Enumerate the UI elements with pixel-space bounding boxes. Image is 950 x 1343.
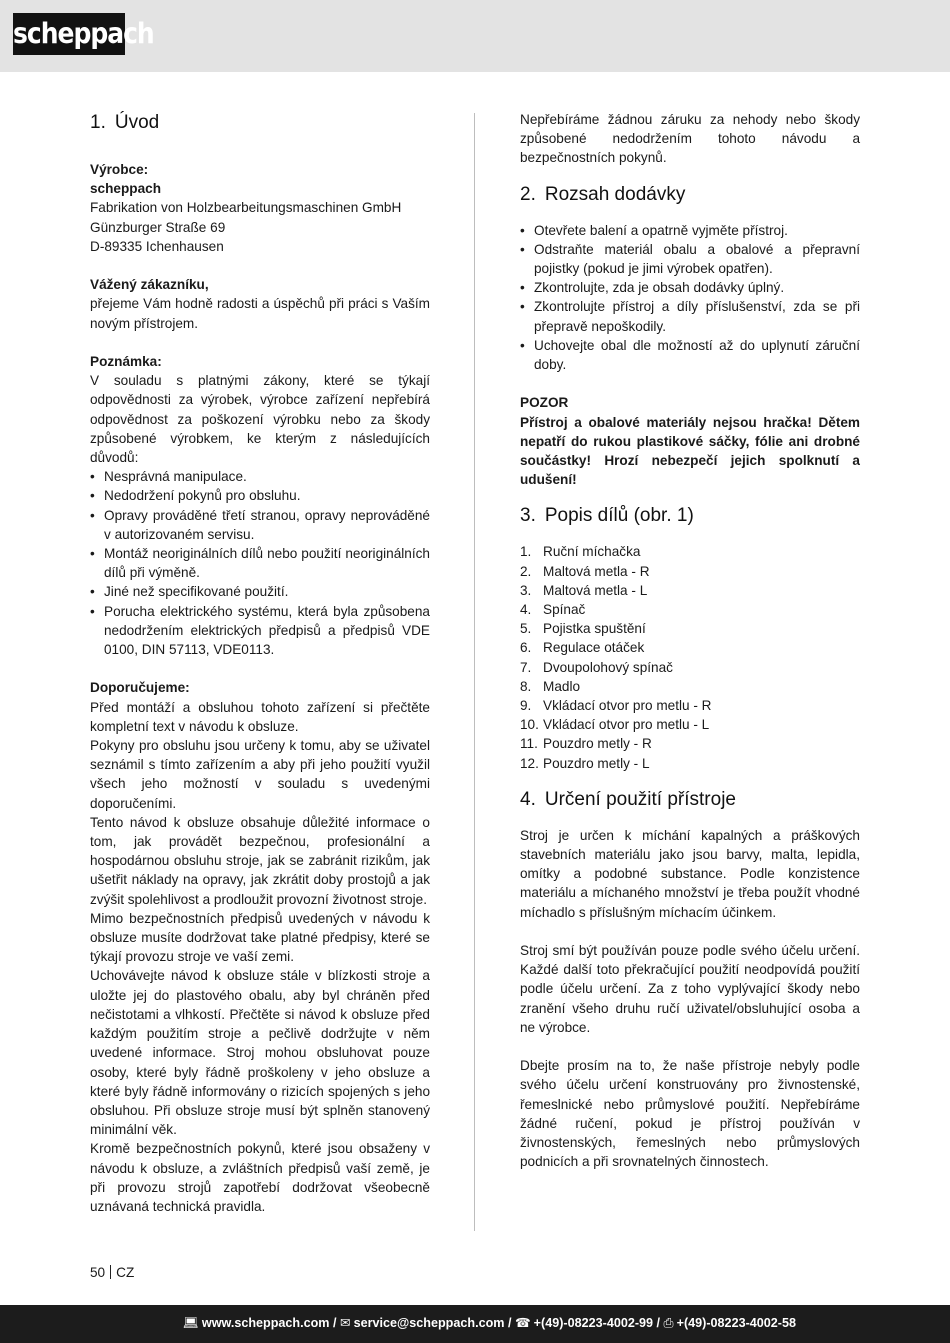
- email-link[interactable]: service@scheppach.com /: [353, 1316, 512, 1330]
- list-item: • Otevřete balení a opatrně vyjměte přístroj.: [520, 221, 860, 240]
- paragraph: Mimo bezpečnostních předpisů uvedených v návodu k obsluze musíte dodržovat take platné předpisy, které se týkají provozu stroje ve vaší zemi.: [90, 910, 430, 965]
- address-line: D-89335 Ichenhausen: [90, 238, 224, 254]
- phone-number: +(49)-08223-4002-99 /: [533, 1316, 661, 1330]
- scheppach-logo: scheppach: [13, 13, 125, 55]
- paragraph: Pokyny pro obsluhu jsou určeny k tomu, aby se uživatel seznámil s tímto zařízením a aby při jeho použití využil všech jeho možností v souladu s uvedenými doporučeními.: [90, 738, 430, 811]
- address-line: Günzburger Straße 69: [90, 219, 226, 235]
- warning-label: POZOR: [520, 395, 569, 411]
- manufacturer-label: Výrobce:: [90, 162, 149, 177]
- fax-icon: ⎙: [663, 1316, 674, 1330]
- list-item: • Nedodržení pokynů pro obsluhu.: [90, 486, 430, 505]
- note-list: [90, 467, 430, 659]
- paragraph: Stroj smí být používán pouze podle svého účelu určení. Každé další toto překračující použití neodpovídá použití podle účelu určení. Za z toho vyplývající škody nebo zranění všeho druhu ručí uživatel/obsluhující osoba a ne výrobce.: [520, 943, 860, 1035]
- list-item: • Jiné než specifikované použití.: [90, 582, 430, 601]
- greeting-label: Vážený zákazníku,: [90, 277, 209, 293]
- greeting-text: přejeme Vám hodně radosti a úspěchů při práci s Vaším novým přístrojem.: [90, 296, 430, 331]
- list-item: 6. Regulace otáček: [520, 640, 645, 656]
- paragraph: Stroj je určen k míchání kapalných a práškových stavebních materiálu jako jsou barvy, malta, lepidla, omítky a podobné substance. Podle konzistence materiálu a míchaného množství je třeba použít vhodné míchadlo s příslušným míchacím účinkem.: [520, 827, 860, 920]
- list-item: 10. Vkládací otvor pro metlu - L: [520, 717, 710, 733]
- paragraph: Před montáží a obsluhou tohoto zařízení si přečtěte kompletní text v návodu k obsluze.: [90, 699, 430, 734]
- left-column: [90, 110, 430, 1216]
- delivery-list: [520, 221, 860, 375]
- website-link[interactable]: www.scheppach.com /: [201, 1316, 337, 1330]
- note-text: V souladu s platnými zákony, které se týkají odpovědnosti za výrobek, výrobce zařízení nepřebírá odpovědnost za poškození výrobku nebo za škody způsobené výrobkem, ke kterým z následujících důvodů:: [90, 373, 430, 466]
- section-3-title: 3. Popis dílů (obr. 1): [520, 505, 694, 527]
- list-item: 2. Maltová metla - R: [520, 563, 650, 579]
- address-line: Fabrikation von Holzbearbeitungsmaschinen GmbH: [90, 200, 402, 216]
- list-item: 11. Pouzdro metly - R: [520, 736, 652, 752]
- footer-bar: [0, 1305, 950, 1343]
- section-4-title: 4. Určení použití přístroje: [520, 788, 736, 810]
- manufacturer-name: scheppach: [90, 181, 162, 197]
- paragraph: Uchovávejte návod k obsluze stále v blízkosti stroje a uložte jej do plastového obalu, aby byl chráněn před nečistotami a vlhkostí. Přečtěte si návod k obsluze před každým použitím stroje a pečlivě dodržujte v něm uvedené informace. Stroj mohou obsluhovat pouze osoby, které byly řádně proškoleny v jeho obsluze a které byly řádně informovány o rizicích spojených s jeho obsluhou. Při obsluze stroje musí být splněn stanovený minimální věk.: [90, 968, 430, 1138]
- paragraph: Nepřebíráme žádnou záruku za nehody nebo škody způsobené nedodržením tohoto návodu a bezpečnostních pokynů.: [520, 112, 860, 166]
- computer-icon: 💻︎: [182, 1316, 199, 1330]
- list-item: • Nesprávná manipulace.: [90, 467, 430, 486]
- paragraph: Tento návod k obsluze obsahuje důležité informace o tom, jak provádět bezpečnou, profesionální a hospodárnou obsluhu stroje, jak se zabránit rizikům, jak ušetřit náklady na opravy, jak zkrátit doby prostojů a jak zvýšit spolehlivost a prodloužit provozní životnost stroje.: [90, 814, 430, 907]
- section-1-title: 1. Úvod: [90, 112, 160, 133]
- section-2-title: 2. Rozsah dodávky: [520, 183, 686, 205]
- list-item: 12. Pouzdro metly - L: [520, 755, 650, 771]
- list-item: 4. Spínač: [520, 602, 586, 618]
- mail-icon: ✉︎: [340, 1316, 351, 1330]
- list-item: • Zkontrolujte přístroj a díly příslušenství, zda se při přepravě nepoškodily.: [520, 297, 860, 335]
- list-item: 1. Ruční míchačka: [520, 544, 641, 560]
- fax-number: +(49)-08223-4002-58: [676, 1316, 796, 1330]
- list-item: 5. Pojistka spuštění: [520, 621, 646, 637]
- phone-icon: ☎︎: [514, 1316, 531, 1330]
- list-item: • Zkontrolujte, zda je obsah dodávky úplný.: [520, 278, 860, 297]
- list-item: 7. Dvoupolohový spínač: [520, 659, 673, 675]
- right-column: [520, 110, 860, 1172]
- parts-list: [520, 542, 860, 772]
- list-item: 8. Madlo: [520, 678, 581, 694]
- list-item: • Montáž neoriginálních dílů nebo použití neoriginálních dílů při výměně.: [90, 544, 430, 582]
- note-label: Poznámka:: [90, 354, 162, 369]
- list-item: 9. Vkládací otvor pro metlu - R: [520, 698, 712, 714]
- list-item: • Uchovejte obal dle možností až do uplynutí záruční doby.: [520, 336, 860, 374]
- warning-text: Přístroj a obalové materiály nejsou hračka! Dětem nepatří do rukou plastikové sáčky, fólie ani drobné součástky! Hrozí nebezpečí jejich spolknutí a udušení!: [520, 414, 860, 488]
- list-item: 3. Maltová metla - L: [520, 582, 648, 598]
- column-divider: [474, 113, 475, 1231]
- list-item: • Opravy prováděné třetí stranou, opravy neprováděné v autorizovaném servisu.: [90, 506, 430, 544]
- recommendation-label: Doporučujeme:: [90, 680, 190, 696]
- list-item: • Odstraňte materiál obalu a obalové a přepravní pojistky (pokud je jimi výrobek opatřen).: [520, 240, 860, 278]
- paragraph: Dbejte prosím na to, že naše přístroje nebyly podle svého účelu určení konstruovány pro živnostenské, řemeslnické nebo průmyslové použití. Nepřebíráme žádné ručení, pokud je přístroj používán v živnostenských, řemeslných nebo průmyslových podnicích a při srovnatelných činnostech.: [520, 1058, 860, 1170]
- page-number: 50 CZ: [90, 1265, 135, 1280]
- list-item: • Porucha elektrického systému, která byla způsobena nedodržením elektrických předpisů a předpisů VDE 0100, DIN 57113, VDE0113.: [90, 602, 430, 660]
- paragraph: Kromě bezpečnostních pokynů, které jsou obsaženy v návodu k obsluze, a zvláštních předpisů vaší země, je při provozu strojů zapotřebí dodržovat všeobecně uznávaná technická pravidla.: [90, 1141, 430, 1214]
